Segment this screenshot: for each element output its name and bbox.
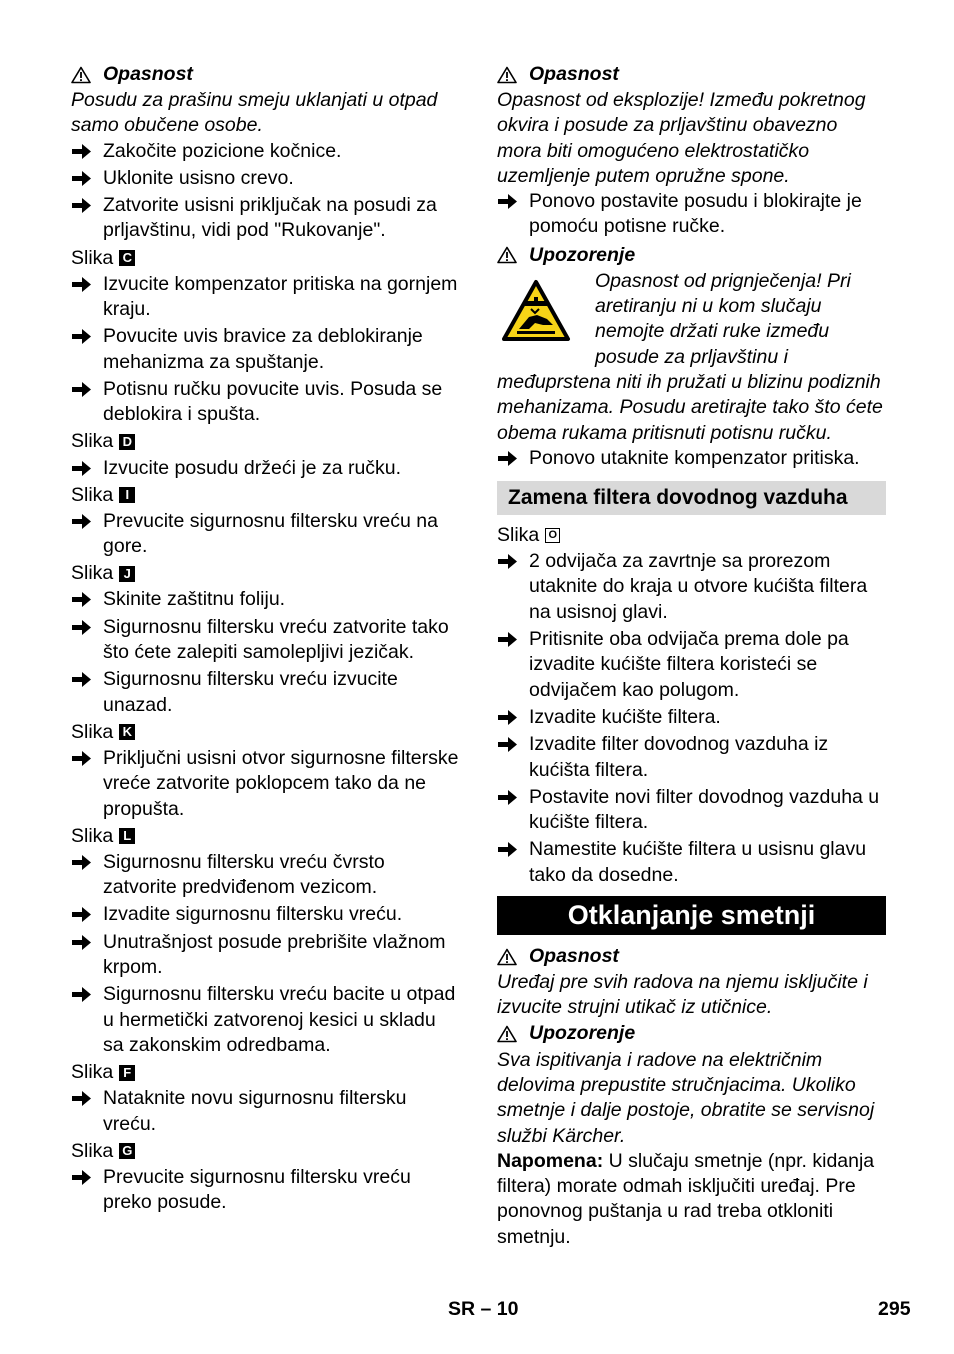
right-column [497,61,886,1250]
note-text: U slučaju smetnje (npr. kidanja filtera) morate odmah isključiti uređaj. Pre ponovnog puštanja u rad treba otkloniti smetnju. [497,1149,875,1248]
warning-text: Opasnost od eksplozije! Između pokretnog okvira i posude za prljavštinu obavezno mora biti omogućeno elektrostatičko uzemljenje putem opružne spone. [497,89,866,187]
arrow-right-icon [71,982,93,1007]
danger-warning [497,61,886,88]
figure-badge: D [119,434,135,450]
step-item [71,166,461,191]
step-text: Zakočite pozicione kočnice. [103,139,342,162]
step-item [71,272,461,323]
subsection-heading: Zamena filtera dovodnog vazduha [497,481,886,515]
figure-reference: Slika K [71,720,461,745]
figure-reference: Slika C [71,246,461,271]
arrow-right-icon [71,1086,93,1111]
figure-badge: L [119,828,135,844]
arrow-right-icon [71,587,93,612]
step-text: Pritisnite oba odvijača prema dole pa izvadite kućište filtera koristeći se odvijačem kao polugom. [529,628,849,701]
arrow-right-icon [497,837,519,862]
step-text: Izvucite kompenzator pritiska na gornjem kraju. [103,272,458,321]
step-text: Nataknite novu sigurnosnu filtersku vreću. [103,1087,407,1135]
note-paragraph [497,1149,886,1250]
step-item [71,746,461,822]
crush-warning-text: Opasnost od prignječenja! Pri aretiranju ni u kom slučaju nemojte držati ruke između posude za prljavštinu i međuprstena niti ih pružati u blizinu podiznih mehanizama. Posudu aretirajte tako što ćete obema rukama pritisnuti potisnu ručku. [497,269,883,444]
step-item [71,377,461,428]
figure-badge: O [545,528,560,543]
warning-title: Opasnost [529,62,619,85]
arrow-right-icon [497,705,519,730]
arrow-right-icon [497,627,519,652]
arrow-right-icon [71,193,93,218]
figure-reference: Slika F [71,1060,461,1085]
step-text: Priključni usisni otvor sigurnosne filterske vreće zatvorite poklopcem tako da ne propušta. [103,746,459,820]
step-text: Izvadite kućište filtera. [529,705,721,728]
step-text: Sigurnosnu filtersku vreću izvucite unazad. [103,668,398,716]
caution-warning [497,1021,886,1048]
step-item [497,549,886,625]
figure-reference: Slika O [497,523,886,548]
step-item [71,902,461,927]
figure-badge: F [119,1065,135,1081]
arrow-right-icon [497,732,519,757]
arrow-right-icon [71,1165,93,1190]
step-item [497,446,886,471]
warning-title: Upozorenje [529,243,636,266]
step-item [497,785,886,836]
figure-reference: Slika D [71,430,461,455]
step-item [497,705,886,730]
warning-title: Opasnost [529,944,619,967]
step-item [71,139,461,164]
step-item [497,837,886,888]
section-title: Otklanjanje smetnji [497,896,886,935]
step-item [71,615,461,666]
step-text: Izvadite filter dovodnog vazduha iz kućišta filtera. [529,733,829,781]
step-item [71,456,461,481]
arrow-right-icon [497,189,519,214]
arrow-right-icon [71,456,93,481]
warning-triangle-icon [497,246,517,264]
warning-title: Opasnost [103,62,193,85]
page-number: 295 [878,1298,911,1320]
arrow-right-icon [497,446,519,471]
section-page-label: SR – 10 [448,1298,519,1320]
hand-crush-hazard-icon [501,279,571,343]
warning-triangle-icon [497,1025,517,1043]
step-text: Izvadite sigurnosnu filtersku vreću. [103,903,403,926]
step-text: Uklonite usisno crevo. [103,166,294,189]
figure-badge: G [119,1143,135,1159]
arrow-right-icon [497,549,519,574]
arrow-right-icon [71,166,93,191]
step-text: Unutrašnjost posude prebrišite vlažnom krpom. [103,930,446,979]
figure-reference: Slika G [71,1139,461,1164]
step-text: Sigurnosnu filtersku vreću zatvorite tako što ćete zalepiti samolepljivi jezičak. [103,615,449,664]
step-text: Prevucite sigurnosnu filtersku vreću na gore. [103,509,438,558]
figure-reference: Slika J [71,561,461,586]
arrow-right-icon [71,746,93,771]
note-label: Napomena: [497,1149,604,1172]
warning-triangle-icon [71,66,91,84]
step-text: Sigurnosnu filtersku vreću čvrsto zatvorite predviđenom vezicom. [103,850,385,899]
figure-badge: J [119,566,135,582]
step-text: Ponovo postavite posudu i blokirajte je pomoću potisne ručke. [529,190,862,238]
step-text: Sigurnosnu filtersku vreću bacite u otpad u hermetički zatvorenoj kesici u skladu sa zakonskim odredbama. [103,983,456,1056]
step-item [497,627,886,703]
step-item [497,732,886,783]
step-item [71,667,461,718]
step-item [71,1086,461,1137]
step-item [71,982,461,1058]
step-text: Skinite zaštitnu foliju. [103,588,286,611]
step-item [71,193,461,244]
figure-badge: K [119,724,135,740]
step-text: Zatvorite usisni priključak na posudi za prljavštinu, vidi pod "Rukovanje". [103,194,437,242]
danger-warning [497,943,886,970]
arrow-right-icon [71,272,93,297]
step-text: 2 odvijača za zavrtnje sa prorezom utaknite do kraja u otvore kućišta filtera na usisnoj glavi. [529,550,868,623]
arrow-right-icon [71,509,93,534]
arrow-right-icon [71,902,93,927]
step-item [71,509,461,560]
left-column [71,61,461,1217]
warning-triangle-icon [497,66,517,84]
arrow-right-icon [71,930,93,955]
step-text: Izvucite posudu držeći je za ručku. [103,456,402,479]
arrow-right-icon [71,139,93,164]
step-text: Namestite kućište filtera u usisnu glavu tako da dosedne. [529,838,867,886]
warning-triangle-icon [497,948,517,966]
step-item [71,587,461,612]
step-item [71,324,461,375]
step-text: Potisnu ručku povucite uvis. Posuda se deblokira i spušta. [103,377,443,426]
danger-warning [71,61,461,88]
warning-title: Upozorenje [529,1022,636,1045]
step-text: Ponovo utaknite kompenzator pritiska. [529,446,860,469]
warning-text: Uređaj pre svih radova na njemu isključite i izvucite strujni utikač iz utičnice. [497,971,868,1019]
figure-reference: Slika L [71,824,461,849]
arrow-right-icon [71,324,93,349]
step-item [71,1165,461,1216]
step-item [497,189,886,240]
caution-warning [497,242,886,269]
step-item [71,850,461,901]
warning-text: Sva ispitivanja i radove na električnim delovima prepustite stručnjacima. Ukoliko smetnje i dalje postoje, obratite se servisnoj službi Kärcher. [497,1048,875,1147]
arrow-right-icon [71,377,93,402]
step-text: Postavite novi filter dovodnog vazduha u kućište filtera. [529,785,880,834]
arrow-right-icon [71,850,93,875]
figure-badge: C [119,250,135,266]
step-item [71,930,461,981]
step-text: Povucite uvis bravice za deblokiranje mehanizma za spuštanje. [103,325,423,373]
arrow-right-icon [71,667,93,692]
figure-badge: I [119,487,135,503]
figure-reference: Slika I [71,483,461,508]
arrow-right-icon [497,785,519,810]
warning-text: Posudu za prašinu smeju uklanjati u otpad samo obučene osobe. [71,89,438,137]
arrow-right-icon [71,615,93,640]
step-text: Prevucite sigurnosnu filtersku vreću preko posude. [103,1165,411,1214]
